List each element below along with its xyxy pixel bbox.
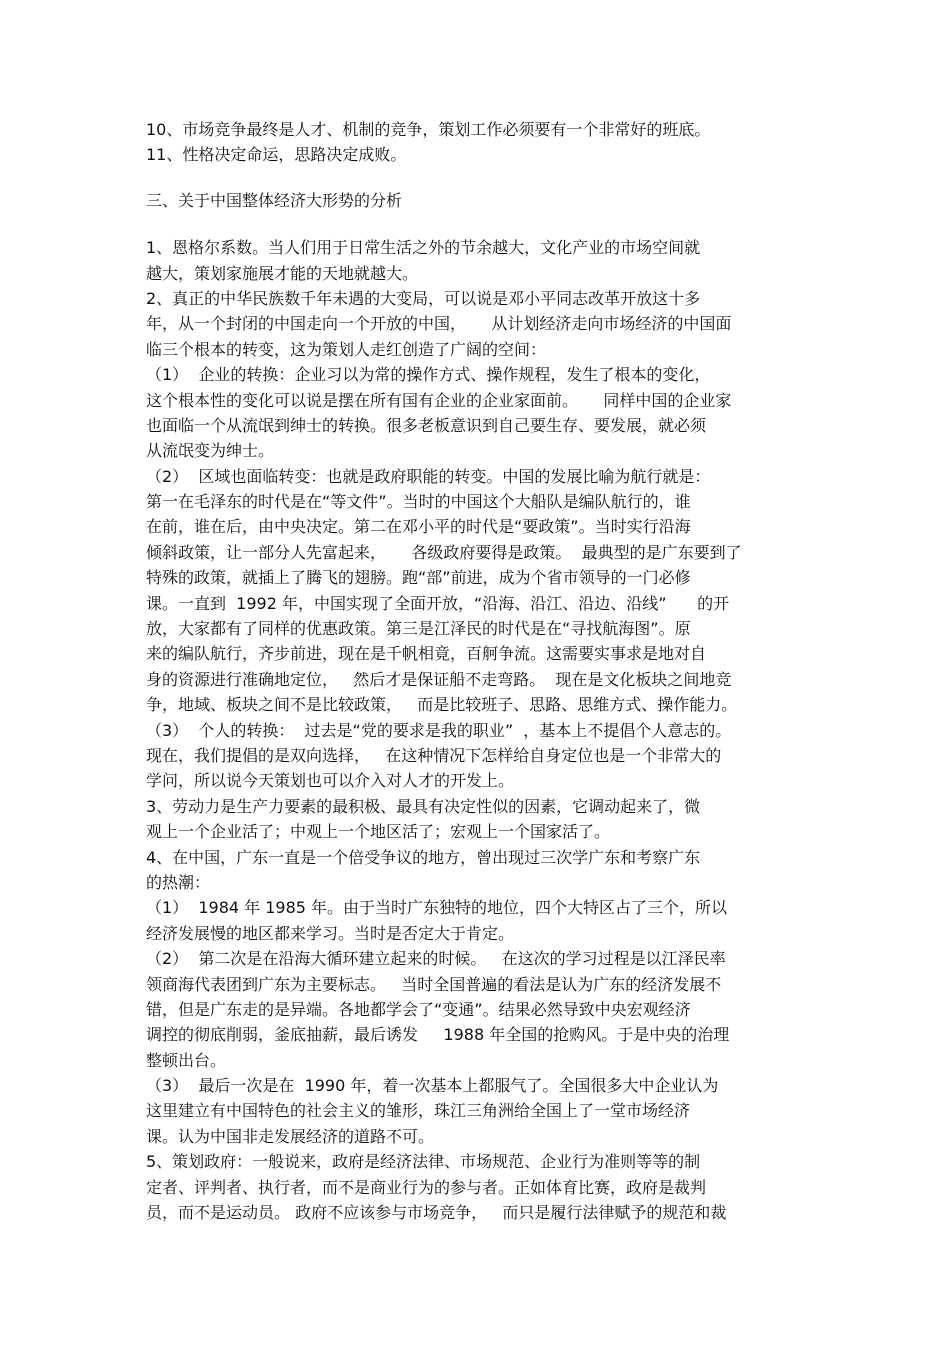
text-line: 学问，所以说今天策划也可以介入对人才的开发上。 bbox=[146, 771, 515, 791]
text-line: 年，从一个封闭的中国走向一个开放的中国， 从计划经济走向市场经济的中国面 bbox=[146, 314, 732, 334]
text-line: 课。一直到 1992 年，中国实现了全面开放，“沿海、沿江、沿边、沿线” 的开 bbox=[146, 593, 730, 613]
text-line: （3） 最后一次是在 1990 年，着一次基本上都服气了。全国很多大中企业认为 bbox=[146, 1076, 719, 1096]
text-line: 3、劳动力是生产力要素的最积极、最具有决定性似的因素，它调动起来了，微 bbox=[146, 796, 701, 816]
text-line: 在前，谁在后，由中央决定。第二在邓小平的时代是“要政策”。当时实行沿海 bbox=[146, 517, 691, 537]
text-line: 1、恩格尔系数。当人们用于日常生活之外的节余越大，文化产业的市场空间就 bbox=[146, 238, 701, 258]
text-line: 越大，策划家施展才能的天地就越大。 bbox=[146, 263, 419, 283]
text-line: 5、策划政府：一般说来，政府是经济法律、市场规范、企业行为准则等等的制 bbox=[146, 1152, 701, 1172]
text-line: 特殊的政策，就插上了腾飞的翅膀。跑“部”前进，成为个省市领导的一门必修 bbox=[146, 568, 691, 588]
text-line: 定者、评判者、执行者，而不是商业行为的参与者。正如体育比赛，政府是裁判 bbox=[146, 1177, 707, 1197]
text-line: 2、真正的中华民族数千年未遇的大变局，可以说是邓小平同志改革开放这十多 bbox=[146, 288, 701, 308]
text-line: 整顿出台。 bbox=[146, 1050, 227, 1070]
text-line: 倾斜政策，让一部分人先富起来， 各级政府要得是政策。 最典型的是广东要到了 bbox=[146, 542, 742, 562]
text-line: 这里建立有中国特色的社会主义的雏形，珠江三角洲给全国上了一堂市场经济 bbox=[146, 1101, 691, 1121]
text-line: 放，大家都有了同样的优惠政策。第三是江泽民的时代是在“寻找航海图”。原 bbox=[146, 619, 691, 639]
text-line: （1） 企业的转换：企业习以为常的操作方式、操作规程，发生了根本的变化， bbox=[146, 365, 711, 385]
text-line: 身的资源进行准确地定位， 然后才是保证船不走弯路。 现在是文化板块之间地竞 bbox=[146, 669, 732, 689]
text-line: 从流氓变为绅士。 bbox=[146, 441, 275, 461]
text-line: 10、市场竞争最终是人才、机制的竞争，策划工作必须要有一个非常好的班底。 bbox=[146, 120, 711, 139]
text-line: 的热潮： bbox=[146, 872, 211, 892]
text-line: 来的编队航行，齐步前进，现在是千帆相竟，百舸争流。这需要实事求是地对自 bbox=[146, 644, 707, 664]
text-line: 现在，我们提倡的是双向选择， 在这种情况下怎样给自身定位也是一个非常大的 bbox=[146, 745, 722, 765]
text-line: （2） 区域也面临转变：也就是政府职能的转变。中国的发展比喻为航行就是： bbox=[146, 466, 711, 486]
text-line: 争，地域、板块之间不是比较政策， 而是比较班子、思路、思维方式、操作能力。 bbox=[146, 695, 738, 715]
text-line: 课。认为中国非走发展经济的道路不可。 bbox=[146, 1126, 435, 1146]
text-line: 调控的彻底削弱，釜底抽薪，最后诱发 1988 年全国的抢购风。于是中央的治理 bbox=[146, 1025, 730, 1045]
document-body bbox=[146, 117, 826, 1225]
text-line: 观上一个企业活了；中观上一个地区活了；宏观上一个国家活了。 bbox=[146, 822, 611, 842]
text-line: 第一在毛泽东的时代是在“等文件”。当时的中国这个大船队是编队航行的，谁 bbox=[146, 492, 691, 512]
text-line: 11、性格决定命运，思路决定成败。 bbox=[146, 145, 407, 165]
text-line: 领商海代表团到广东为主要标志。 当时全国普遍的看法是认为广东的经济发展不 bbox=[146, 974, 722, 994]
text-line: 也面临一个从流氓到绅士的转换。很多老板意识到自己要生存、要发展，就必须 bbox=[146, 415, 707, 435]
text-line: 这个根本性的变化可以说是摆在所有国有企业的企业家面前。 同样中国的企业家 bbox=[146, 390, 732, 410]
text-line: （3） 个人的转换： 过去是“党的要求是我的职业” ，基本上不提倡个人意志的。 bbox=[146, 720, 732, 740]
text-line: 临三个根本的转变，这为策划人走红创造了广阔的空间： bbox=[146, 339, 547, 359]
text-line: （1） 1984 年 1985 年。由于当时广东独特的地位，四个大特区占了三个，所以 bbox=[146, 898, 728, 918]
text-line: （2） 第二次是在沿海大循环建立起来的时候。 在这次的学习过程是以江泽民率 bbox=[146, 949, 726, 969]
section-heading: 三、关于中国整体经济大形势的分析 bbox=[146, 190, 403, 210]
text-line: 经济发展慢的地区都来学习。当时是否定大于肯定。 bbox=[146, 923, 515, 943]
text-line: 员，而不是运动员。 政府不应该参与市场竞争， 而只是履行法律赋予的规范和裁 bbox=[146, 1203, 727, 1223]
text-line: 4、在中国，广东一直是一个倍受争议的地方，曾出现过三次学广东和考察广东 bbox=[146, 847, 701, 867]
text-line: 错，但是广东走的是异端。各地都学会了“变通”。结果必然导致中央宏观经济 bbox=[146, 999, 691, 1019]
